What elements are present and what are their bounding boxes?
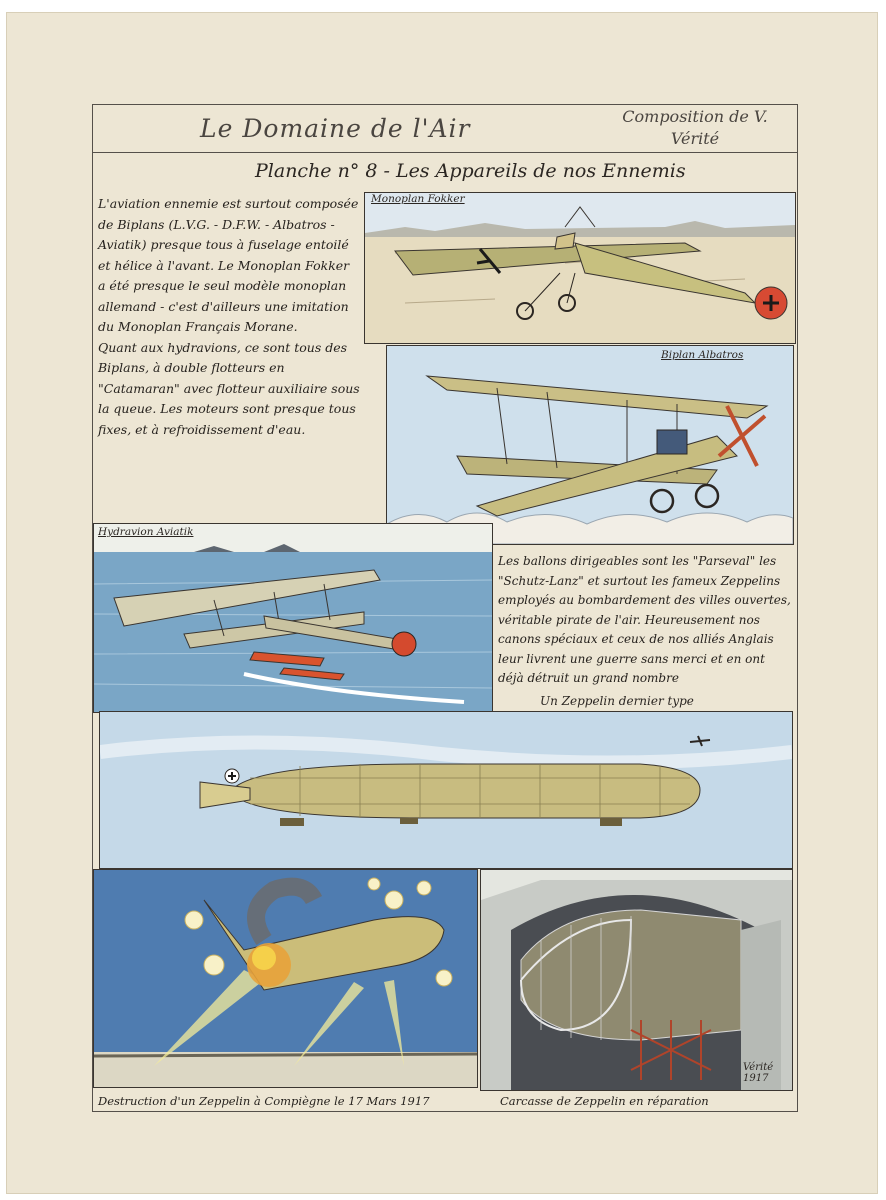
frame-header-rule [92, 152, 798, 153]
frame-top-rule [92, 104, 798, 105]
albatros-illustration [387, 346, 793, 544]
label-fokker: Monoplan Fokker [371, 193, 465, 205]
page-title: Le Domaine de l'Air [200, 114, 471, 143]
plate-title: Planche n° 8 - Les Appareils de nos Ennemis [255, 160, 686, 182]
aviatik-illustration [94, 524, 492, 712]
label-aviatik: Hydravion Aviatik [98, 526, 194, 538]
caption-destruction: Destruction d'un Zeppelin à Compiègne le 17 Mars 1917 [98, 1094, 430, 1108]
artist-signature [743, 1062, 773, 1084]
panel-albatros [386, 345, 794, 545]
signature-name: Vérité [743, 1062, 774, 1073]
panel-fokker [364, 192, 796, 344]
fokker-illustration [365, 193, 795, 343]
signature-year: 1917 [743, 1073, 769, 1084]
text-ballons-dirigeables: Les ballons dirigeables sont les "Parseval" les "Schutz-Lanz" et surtout les fameux Zeppelins employés au bombardement des villes ouvertes, véritable pirate de l'air. Heureusement nos canons spéciaux et ceux de nos alliés Anglais leur livrent une guerre sans merci et en ont déjà détruit un grand nombre [498, 554, 791, 685]
zeppelin-illustration [100, 712, 792, 868]
frame-right-rule [797, 104, 798, 1112]
panel-aviatik [93, 523, 493, 713]
destruction-illustration [94, 870, 477, 1087]
panel-carcass [480, 869, 793, 1091]
text-aviation-ennemie: L'aviation ennemie est surtout composée de Biplans (L.V.G. - D.F.W. - Albatros - Aviatik) presque tous à fuselage entoilé et hélice à l'avant. Le Monoplan Fokker a été presque le seul modèle monoplan allemand - c'est d'ailleurs une imitation du Monoplan Français Morane. Quant aux hydravions, ce sont tous des Biplans, à double flotteurs en "Catamaran" avec flotteur auxiliaire sous la queue. Les moteurs sont presque tous fixes, et à refroidissement d'eau. [98, 196, 360, 437]
composition-credit: Composition de V. Vérité [622, 107, 768, 148]
frame-bottom-rule [92, 1111, 798, 1112]
carcass-illustration [481, 870, 792, 1090]
caption-carcass: Carcasse de Zeppelin en réparation [500, 1094, 709, 1108]
label-zeppelin: Un Zeppelin dernier type [540, 694, 694, 708]
panel-destruction [93, 869, 478, 1088]
label-albatros: Biplan Albatros [661, 349, 744, 361]
panel-zeppelin [99, 711, 793, 869]
